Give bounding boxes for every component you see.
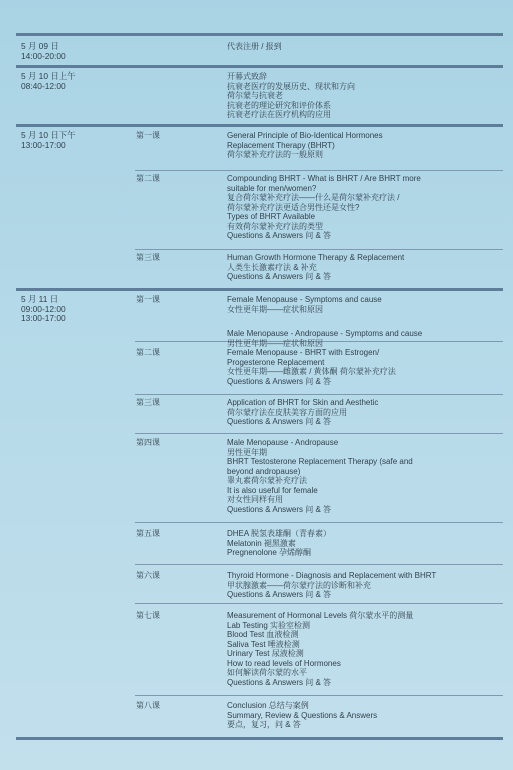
day-date xyxy=(21,131,75,150)
session-content xyxy=(227,571,436,600)
content-line: 男性更年期——症状和原因 xyxy=(227,338,323,348)
content-line: Thyroid Hormone - Diagnosis and Replacement with BHRT xyxy=(227,571,437,580)
content-line: Questions & Answers 问 & 答 xyxy=(227,231,332,240)
session-content xyxy=(227,398,378,427)
content-line: Blood Test 血液检测 xyxy=(227,630,299,639)
day-divider xyxy=(16,737,503,740)
content-line: It is also useful for female xyxy=(227,485,318,495)
content-line: General Principle of Bio-Identical Hormones xyxy=(227,131,383,140)
content-line: Questions & Answers 问 & 答 xyxy=(227,272,332,281)
lesson-label: 第八课 xyxy=(136,701,160,710)
content-line: Application of BHRT for Skin and Aesthetic xyxy=(227,398,379,407)
content-line: 荷尔蒙与抗衰老 xyxy=(227,91,283,100)
day-divider xyxy=(16,33,503,36)
session-divider xyxy=(135,603,503,604)
content-line: 女性更年期——雌激素 / 黄体酮 荷尔蒙补充疗法 xyxy=(227,367,396,376)
lesson-label: 第三课 xyxy=(136,253,160,262)
content-line: Progesterone Replacement xyxy=(227,357,325,367)
lesson-label: 第一课 xyxy=(136,131,160,140)
content-line: Saliva Test 唾液检测 xyxy=(227,639,300,649)
content-line: 女性更年期——症状和原因 xyxy=(227,304,323,314)
date-line: 5 月 09 日 xyxy=(21,41,59,51)
date-line: 13:00-17:00 xyxy=(21,313,66,324)
content-line: Questions & Answers 问 & 答 xyxy=(227,677,332,687)
session-divider xyxy=(135,695,503,696)
content-line: 代表注册 / 报到 xyxy=(227,42,282,51)
lesson-label: 第三课 xyxy=(136,398,160,407)
session-content xyxy=(227,529,331,558)
content-line: Types of BHRT Available xyxy=(227,212,316,221)
content-line: Compounding BHRT - What is BHRT / Are BHRT more xyxy=(227,174,421,183)
session-divider xyxy=(135,522,503,523)
content-line: 复合荷尔蒙补充疗法——什么是荷尔蒙补充疗法 / xyxy=(227,193,400,202)
content-line: Replacement Therapy (BHRT) xyxy=(227,140,335,150)
session-divider xyxy=(135,433,503,434)
content-line: 睾丸素荷尔蒙补充疗法 xyxy=(227,476,307,485)
lesson-label: 第四课 xyxy=(136,438,160,447)
content-line: Conclusion 总结与案例 xyxy=(227,701,309,710)
date-line: 09:00-12:00 xyxy=(21,303,66,314)
lesson-label: 第一课 xyxy=(136,295,160,304)
content-line: Summary, Review & Questions & Answers xyxy=(227,710,378,720)
content-line: Female Menopause - Symptoms and cause xyxy=(227,295,382,304)
content-line: 抗衰老的理论研究和评价体系 xyxy=(227,100,331,110)
session-content xyxy=(227,438,413,514)
session-content xyxy=(227,348,396,386)
session-content xyxy=(227,174,421,241)
date-line: 5 月 11 日 xyxy=(21,294,59,304)
session-content xyxy=(227,131,383,160)
content-line: Questions & Answers 问 & 答 xyxy=(227,417,332,426)
content-line: 荷尔蒙补充疗法的一般原则 xyxy=(227,150,323,159)
date-line: 5 月 10 日下午 xyxy=(21,130,76,140)
content-line: Male Menopause - Andropause - Symptoms and cause xyxy=(227,329,423,338)
content-line: Questions & Answers 问 & 答 xyxy=(227,376,332,386)
content-line: beyond andropause) xyxy=(227,466,301,476)
content-line: BHRT Testosterone Replacement Therapy (safe and xyxy=(227,457,413,466)
content-line: 有效荷尔蒙补充疗法的类型 xyxy=(227,221,323,231)
date-line: 08:40-12:00 xyxy=(21,80,66,91)
content-line: 荷尔蒙疗法在皮肤美容方面的应用 xyxy=(227,407,347,417)
day-date xyxy=(21,295,66,324)
session-divider xyxy=(135,394,503,395)
content-line: Female Menopause - BHRT with Estrogen/ xyxy=(227,348,380,357)
date-line: 13:00-17:00 xyxy=(21,139,66,150)
session-content xyxy=(227,295,422,348)
lesson-label: 第二课 xyxy=(136,174,160,183)
day-divider xyxy=(16,65,503,68)
lesson-label: 第五课 xyxy=(136,529,160,538)
session-content xyxy=(227,42,282,52)
content-line: suitable for men/women? xyxy=(227,183,317,193)
lesson-label: 第二课 xyxy=(136,348,160,357)
session-content xyxy=(227,253,404,282)
content-line: How to read levels of Hormones xyxy=(227,658,341,668)
content-line: 男性更年期 xyxy=(227,447,267,457)
session-content xyxy=(227,72,355,120)
date-line: 5 月 10 日上午 xyxy=(21,71,76,81)
session-content xyxy=(227,611,413,687)
content-line: 抗衰老疗法在医疗机构的应用 xyxy=(227,110,331,119)
content-line: Lab Testing 实验室检测 xyxy=(227,620,310,630)
date-line: 14:00-20:00 xyxy=(21,50,66,61)
session-divider xyxy=(135,170,503,171)
content-line: 荷尔蒙补充疗法更适合男性还是女性? xyxy=(227,202,360,212)
content-line: 如何解读荷尔蒙的水平 xyxy=(227,668,307,677)
content-line: Measurement of Hormonal Levels 荷尔蒙水平的测量 xyxy=(227,611,414,620)
content-line: 开幕式致辞 xyxy=(227,72,267,81)
session-divider xyxy=(135,249,503,250)
session-divider xyxy=(135,564,503,565)
day-divider xyxy=(16,288,503,291)
content-line: Male Menopause - Andropause xyxy=(227,438,339,447)
content-line: 要点，复习，问 & 答 xyxy=(227,720,301,729)
day-date xyxy=(21,42,66,61)
content-line: Urinary Test 尿液检测 xyxy=(227,649,304,658)
lesson-label: 第六课 xyxy=(136,571,160,580)
session-content xyxy=(227,701,377,730)
day-divider xyxy=(16,124,503,127)
content-line: DHEA 脱氢表雄酮（青春素） xyxy=(227,529,332,538)
content-line: Pregnenolone 孕烯醇酮 xyxy=(227,548,312,557)
content-line: 甲状腺激素——荷尔蒙疗法的诊断和补充 xyxy=(227,580,371,590)
day-date xyxy=(21,72,75,91)
content-line: Human Growth Hormone Therapy & Replacement xyxy=(227,253,405,262)
content-line: 抗衰老医疗的发展历史、现状和方向 xyxy=(227,81,355,91)
content-line: Questions & Answers 问 & 答 xyxy=(227,504,332,514)
content-line: Questions & Answers 问 & 答 xyxy=(227,590,332,599)
content-line: Melatonin 褪黑激素 xyxy=(227,538,296,548)
content-line: 对女性同样有用 xyxy=(227,495,283,504)
lesson-label: 第七课 xyxy=(136,611,160,620)
content-line: 人类生长激素疗法 & 补充 xyxy=(227,262,317,272)
